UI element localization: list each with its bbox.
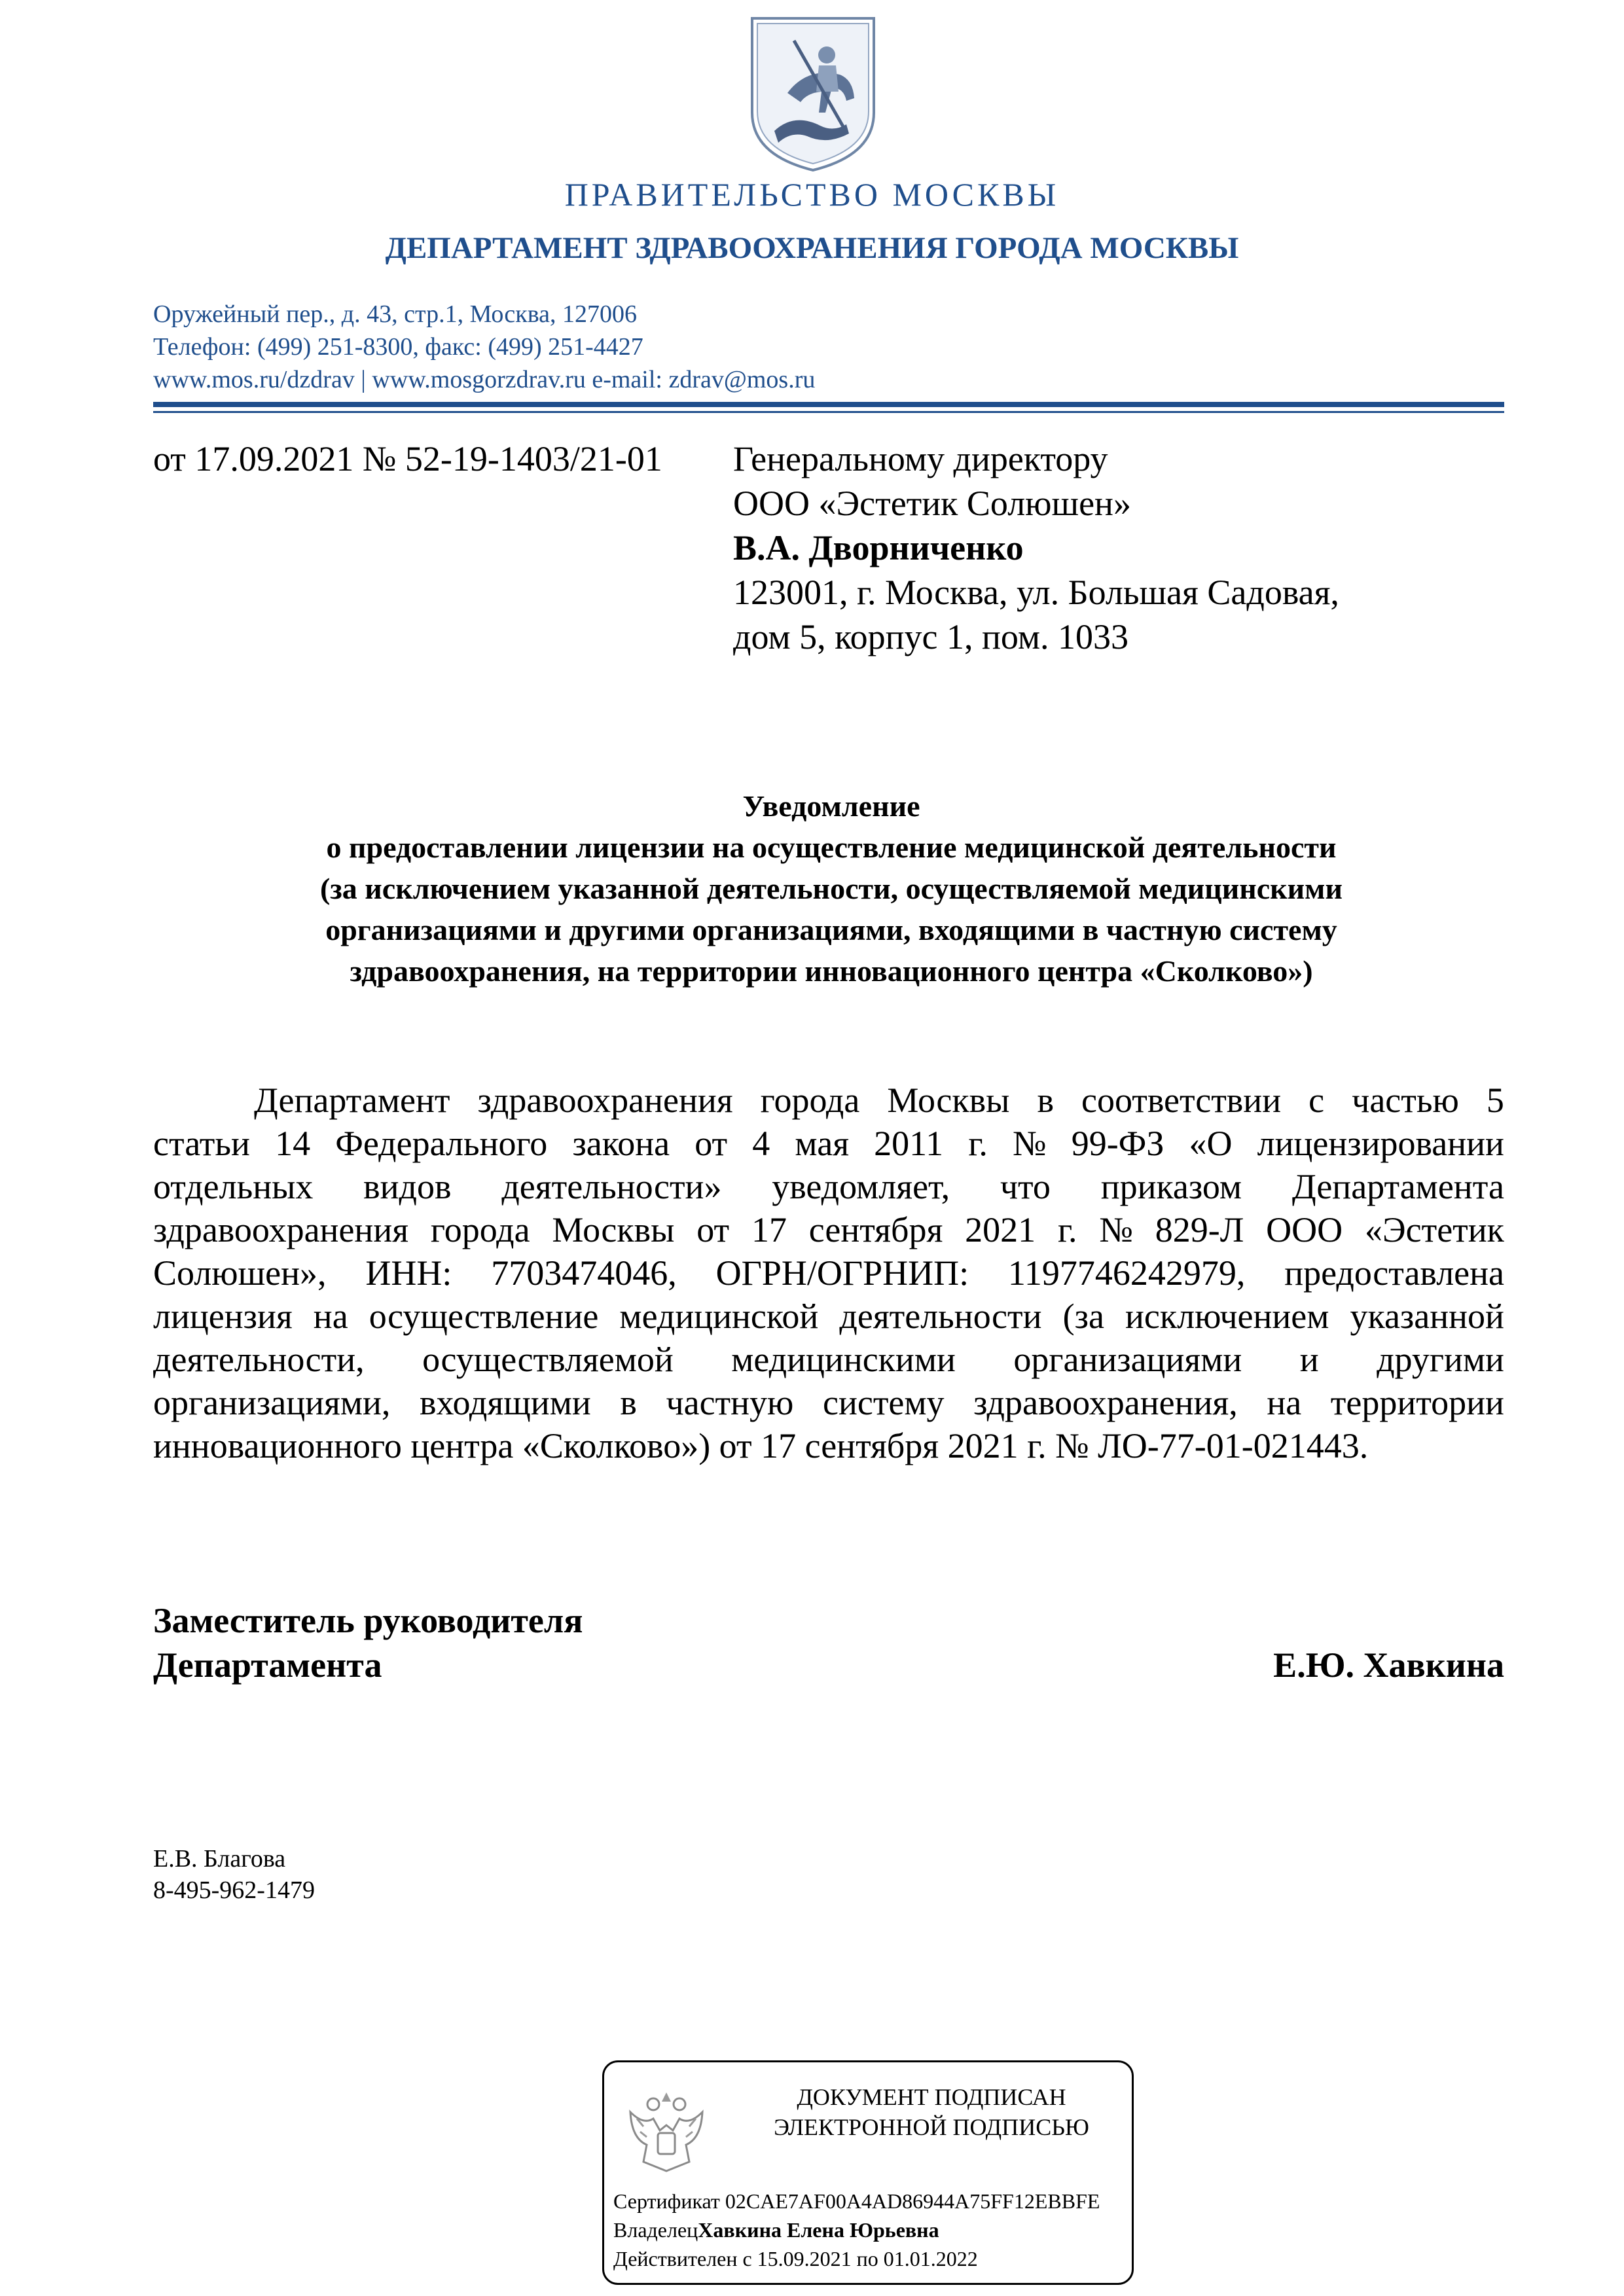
body-line: Солюшен», ИНН: 7703474046, ОГРН/ОГРНИП: 1197746242979, предоставлена: [153, 1253, 1504, 1293]
stamp-validity: Действителен с 15.09.2021 по 01.01.2022: [613, 2247, 978, 2270]
department-phone: Телефон: (499) 251-8300, факс: (499) 251-4427: [153, 333, 643, 361]
recipient-address-line1: 123001, г. Москва, ул. Большая Садовая,: [733, 573, 1339, 612]
body-line: организациями, входящими в частную систему здравоохранения, на территории: [153, 1383, 1504, 1422]
document-subtitle-line: (за исключением указанной деятельности, осуществляемой медицинскими: [319, 872, 1343, 905]
document-subtitle-line: организациями и другими организациями, входящими в частную систему: [325, 913, 1337, 946]
moscow-coat-of-arms-icon: [748, 14, 878, 173]
document-title: Уведомление: [742, 789, 920, 823]
stamp-certificate: [613, 2189, 1100, 2214]
stamp-certificate-label: Сертификат: [613, 2189, 720, 2213]
body-line: здравоохранения города Москвы от 17 сентября 2021 г. № 829-Л ООО «Эстетик: [153, 1210, 1504, 1249]
recipient-name: В.А. Дворниченко: [733, 528, 1024, 567]
stamp-owner-label: Владелец: [613, 2218, 698, 2242]
body-line: деятельности, осуществляемой медицинскими организациями и другими: [153, 1340, 1504, 1379]
executor-phone: 8-495-962-1479: [153, 1876, 315, 1904]
stamp-certificate-value: 02CAE7AF00A4AD86944A75FF12EBBFE: [725, 2189, 1100, 2213]
body-line: отдельных видов деятельности» уведомляет, что приказом Департамента: [153, 1167, 1504, 1206]
stamp-owner: [613, 2218, 939, 2242]
double-headed-eagle-emblem-icon: [624, 2079, 709, 2178]
document-reference: от 17.09.2021 № 52-19-1403/21-01: [153, 439, 662, 478]
header-divider-thin: [153, 411, 1504, 413]
department-name: ДЕПАРТАМЕНТ ЗДРАВООХРАНЕНИЯ ГОРОДА МОСКВЫ: [385, 231, 1239, 265]
government-name: ПРАВИТЕЛЬСТВО МОСКВЫ: [564, 176, 1060, 213]
stamp-heading-line1: ДОКУМЕНТ ПОДПИСАН: [797, 2084, 1066, 2110]
body-line: Департамент здравоохранения города Москвы в соответствии с частью 5: [254, 1081, 1504, 1120]
stamp-owner-value: Хавкина Елена Юрьевна: [698, 2218, 939, 2242]
signatory-position-line1: Заместитель руководителя: [153, 1601, 583, 1640]
recipient-position: Генеральному директору: [733, 439, 1108, 478]
document-subtitle-line: здравоохранения, на территории инновационного центра «Сколково»): [350, 954, 1313, 988]
body-line: лицензия на осуществление медицинской деятельности (за исключением указанной: [153, 1297, 1504, 1336]
body-line: инновационного центра «Сколково») от 17 сентября 2021 г. № ЛО-77-01-021443.: [153, 1426, 1369, 1465]
recipient-address-line2: дом 5, корпус 1, пом. 1033: [733, 617, 1129, 656]
recipient-company: ООО «Эстетик Солюшен»: [733, 484, 1131, 523]
body-line: статьи 14 Федерального закона от 4 мая 2011 г. № 99-ФЗ «О лицензировании: [153, 1124, 1504, 1163]
department-address: Оружейный пер., д. 43, стр.1, Москва, 127006: [153, 300, 637, 328]
department-web: www.mos.ru/dzdrav | www.mosgorzdrav.ru e-mail: zdrav@mos.ru: [153, 366, 816, 393]
header-divider: [153, 402, 1504, 407]
stamp-heading-line2: ЭЛЕКТРОННОЙ ПОДПИСЬЮ: [774, 2114, 1089, 2140]
electronic-signature-stamp: [602, 2060, 1134, 2285]
document-subtitle-line: о предоставлении лицензии на осуществление медицинской деятельности: [326, 831, 1337, 864]
signatory-name: Е.Ю. Хавкина: [1273, 1645, 1504, 1685]
executor-name: Е.В. Благова: [153, 1845, 286, 1873]
signatory-position-line2: Департамента: [153, 1645, 382, 1685]
